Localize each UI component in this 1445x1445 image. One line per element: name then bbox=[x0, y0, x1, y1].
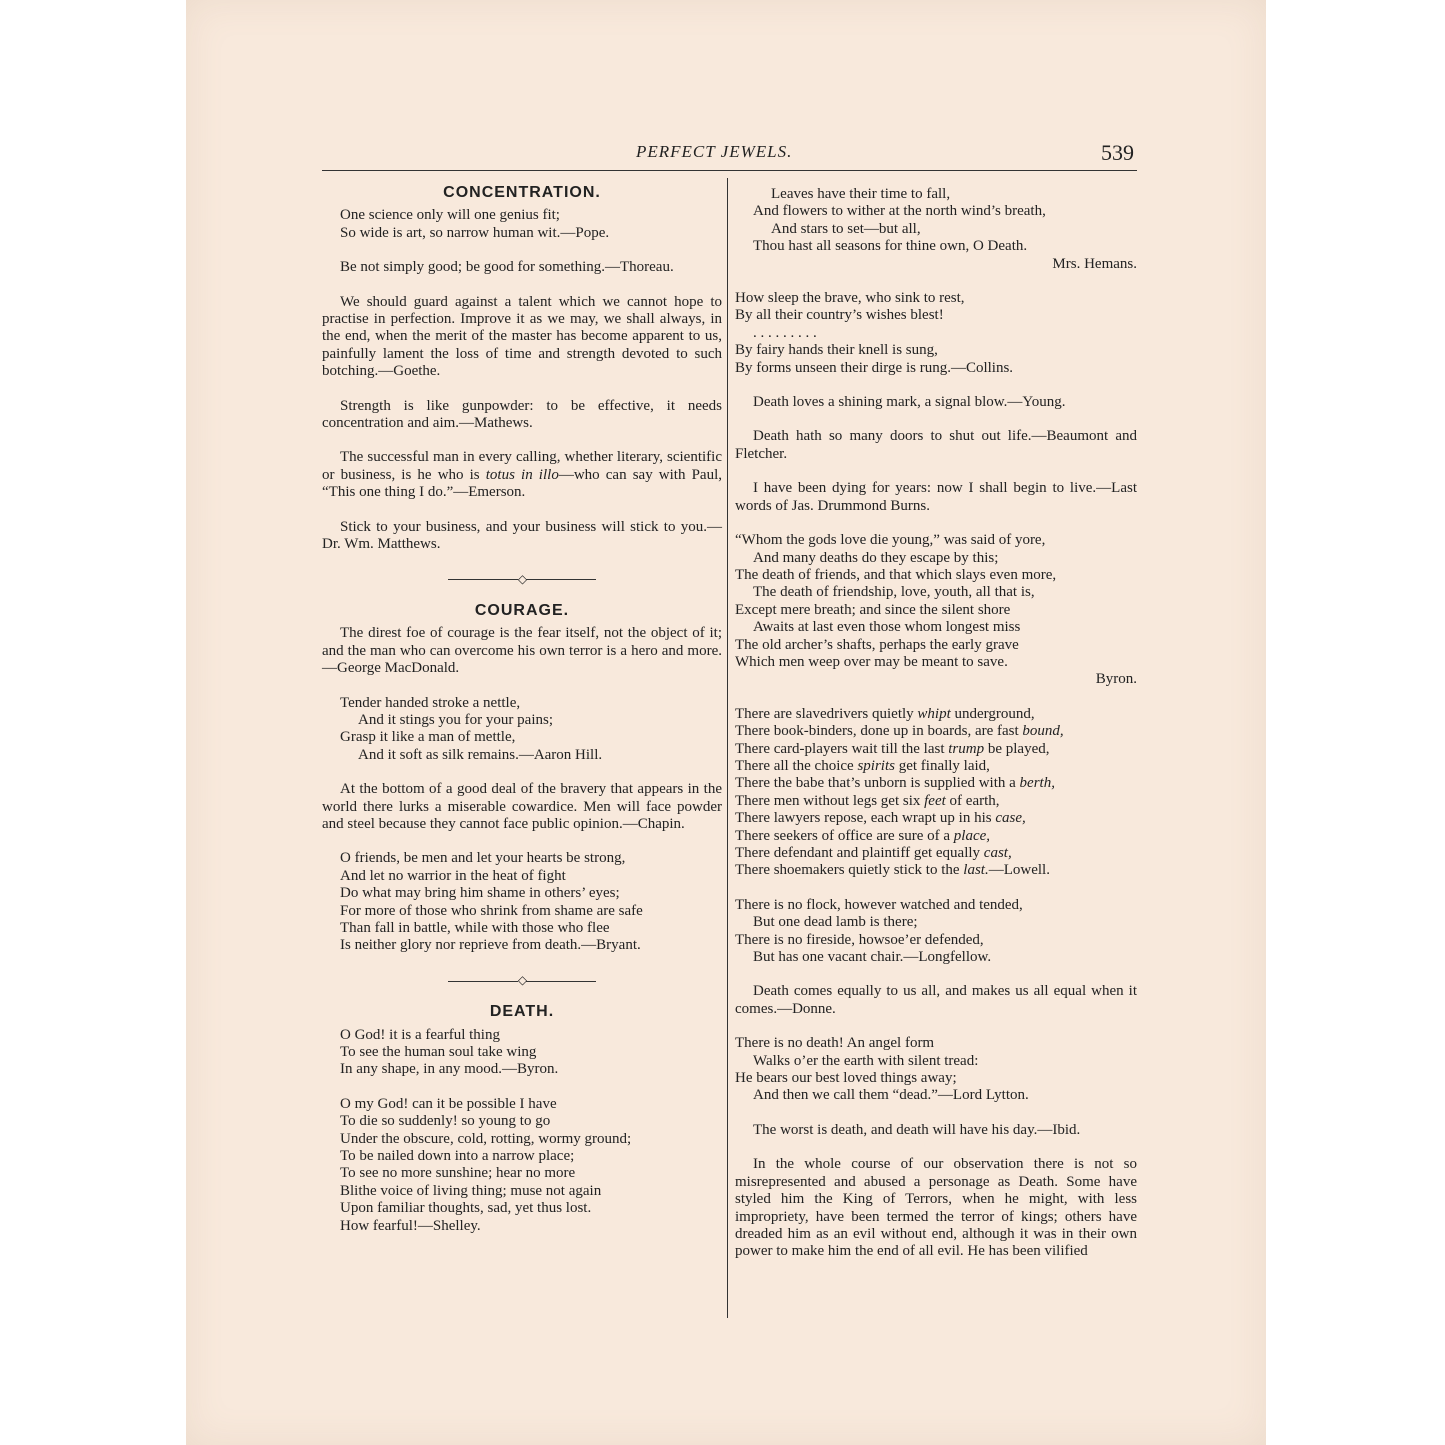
quote-byron-1: O God! it is a fearful thing To see the human soul take wing In any shape, in any mood.—Byron. bbox=[340, 1026, 559, 1078]
quote-bryant: O friends, be men and let your hearts be strong, And let no warrior in the heat of fight Do what may bring him shame in others’ eyes; For more of those who shrink from shame are safe Than fall in battle, while with those who flee Is neither glory nor reprieve from death.—Bryant. bbox=[340, 850, 643, 954]
ornament-divider: ◇ bbox=[322, 571, 722, 588]
running-header-title: PERFECT JEWELS. bbox=[636, 142, 793, 161]
quote-hemans: Leaves have their time to fall, And flowers to wither at the north wind’s breath, And stars to set—but all, Thou hast all seasons for thine own, O Death. Mrs. Hemans. bbox=[753, 186, 1137, 272]
quote-mathews: Strength is like gunpowder: to be effective, it needs concentration and aim.—Mathews. bbox=[322, 397, 722, 432]
right-column bbox=[735, 180, 1137, 1261]
heading-death: DEATH. bbox=[489, 1003, 555, 1021]
quote-aaron-hill: Tender handed stroke a nettle, And it stings you for your pains; Grasp it like a man of mettle, And it soft as silk remains.—Aaron Hill. bbox=[340, 694, 603, 763]
quote-collins: How sleep the brave, who sink to rest, By all their country’s wishes blest! . . . . . . . . . By fairy hands their knell is sung, By forms unseen their dirge is rung.—Collins. bbox=[735, 290, 1014, 376]
quote-shelley: O my God! can it be possible I have To die so suddenly! so young to go Under the obscure, cold, rotting, wormy ground; To be nailed down into a narrow place; To see no more sunshine; hear no more Blithe voice of living thing; muse not again Upon familiar thoughts, sad, yet thus lost. How fearful!—Shelley. bbox=[340, 1095, 632, 1234]
quote-young: Death loves a shining mark, a signal blow.—Young. bbox=[753, 394, 1066, 411]
quote-thoreau: Be not simply good; be good for something.—Thoreau. bbox=[340, 259, 674, 276]
column-divider bbox=[727, 178, 728, 1318]
quote-drummond-burns: I have been dying for years: now I shall begin to live.—Last words of Jas. Drummond Burns. bbox=[735, 480, 1137, 514]
quote-emerson: The successful man in every calling, whether literary, scientific or business, is he who is totus in illo—who can say with Paul, “This one thing I do.”—Emerson. bbox=[322, 449, 722, 501]
quote-lowell: There are slavedrivers quietly whipt underground, There book-binders, done up in boards, are fast bound, There card-players wait till the last trump be played, There all the choice spirits get finally laid, There the babe that’s unborn is supplied with a berth, There men without legs get six feet of earth, There lawyers repose, each wrapt up in his case, There seekers of office are sure of a place, There defendant and plaintiff get equally cast, There shoemakers quietly stick to the last.—Lowell. bbox=[735, 705, 1064, 879]
quote-wm-matthews: Stick to your business, and your business will stick to you.—Dr. Wm. Matthews. bbox=[322, 518, 722, 553]
paragraph-death-personage: In the whole course of our observation there is not so misrepresented and abused a personage as Death. Some have styled him the King of Terrors, when he might, with less impropriety, have been termed the terror of kings; others have dreaded him as an evil without end, although it was in their own power to make him the end of all evil. He has been vilified bbox=[735, 1156, 1137, 1260]
quote-lytton: There is no death! An angel form Walks o’er the earth with silent tread: He bears our best loved things away; And then we call them “dead.”—Lord Lytton. bbox=[735, 1035, 1029, 1104]
ornament-divider: ◇ bbox=[322, 972, 722, 989]
quote-pope: One science only will one genius fit; So wide is art, so narrow human wit.—Pope. bbox=[340, 207, 610, 241]
page-number: 539 bbox=[1101, 140, 1134, 165]
quote-beaumont-fletcher: Death hath so many doors to shut out life.—Beaumont and Fletcher. bbox=[735, 428, 1137, 462]
quote-ibid: The worst is death, and death will have his day.—Ibid. bbox=[753, 1121, 1081, 1138]
heading-courage: COURAGE. bbox=[474, 601, 570, 619]
quote-chapin: At the bottom of a good deal of the bravery that appears in the world there lurks a miserable cowardice. Men will face powder and steel because they cannot face public opinion.—Chapin. bbox=[322, 781, 722, 832]
header-rule bbox=[322, 170, 1137, 171]
quote-macdonald: The direst foe of courage is the fear itself, not the object of it; and the man who can overcome his own terror is a hero and more.—George MacDonald. bbox=[322, 625, 722, 677]
quote-longfellow: There is no flock, however watched and tended, But one dead lamb is there; There is no fireside, howsoe’er defended, But has one vacant chair.—Longfellow. bbox=[735, 896, 1023, 966]
quote-donne: Death comes equally to us all, and makes us all equal when it comes.—Donne. bbox=[735, 983, 1137, 1017]
left-column bbox=[322, 180, 722, 1252]
quote-goethe: We should guard against a talent which we cannot hope to practise in perfection. Improve it as we may, we shall always, in the end, when the merit of the master has become apparent to us, painfully lament the loss of time and strength devoted to such botching.—Goethe. bbox=[322, 293, 722, 380]
heading-concentration: CONCENTRATION. bbox=[443, 184, 601, 201]
quote-byron-2: “Whom the gods love die young,” was said of yore, And many deaths do they escape by this; The death of friends, and that which slays even more, The death of friendship, love, youth, all that is, Except mere breath; and since the silent shore Awaits at last even those whom longest miss The old archer’s shafts, perhaps the early grave Which men weep over may be meant to save. Byron. bbox=[735, 532, 1137, 688]
